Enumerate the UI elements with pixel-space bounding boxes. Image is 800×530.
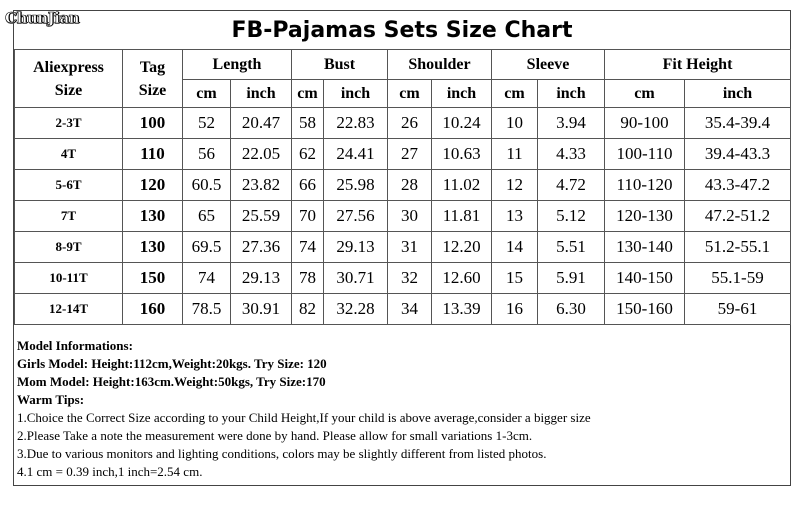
measure-cell: 12.60: [432, 263, 492, 294]
measure-cell: 24.41: [324, 139, 388, 170]
table-row: [15, 170, 791, 201]
measure-cell: 12.20: [432, 232, 492, 263]
measure-cell: 100-110: [605, 139, 685, 170]
measure-cell: 22.05: [231, 139, 292, 170]
measure-cell: 120-130: [605, 201, 685, 232]
table-row: [15, 201, 791, 232]
measure-cell: 74: [292, 232, 324, 263]
notes-section: [14, 337, 790, 481]
measure-cell: 10.24: [432, 108, 492, 139]
measure-cell: 30.71: [324, 263, 388, 294]
unit-header: cm: [183, 80, 231, 108]
unit-header: inch: [324, 80, 388, 108]
measure-cell: 32.28: [324, 294, 388, 325]
measure-cell: 14: [492, 232, 538, 263]
size-table: [14, 49, 791, 325]
measure-cell: 11.81: [432, 201, 492, 232]
measure-cell: 20.47: [231, 108, 292, 139]
tag-cell: 160: [123, 294, 183, 325]
measure-cell: 51.2-55.1: [685, 232, 791, 263]
measure-cell: 62: [292, 139, 324, 170]
size-cell: 10-11T: [15, 263, 123, 294]
measure-cell: 43.3-47.2: [685, 170, 791, 201]
measure-cell: 52: [183, 108, 231, 139]
measure-cell: 140-150: [605, 263, 685, 294]
header-tag-size-line1: Tag: [139, 58, 166, 76]
size-table-body: [15, 108, 791, 325]
tag-cell: 150: [123, 263, 183, 294]
measure-cell: 23.82: [231, 170, 292, 201]
measure-cell: 32: [388, 263, 432, 294]
measure-cell: 90-100: [605, 108, 685, 139]
header-aliexpress-size-line2: Size: [54, 81, 83, 99]
measure-cell: 29.13: [231, 263, 292, 294]
tip-item: 4.1 cm = 0.39 inch,1 inch=2.54 cm.: [17, 464, 203, 479]
measure-cell: 3.94: [538, 108, 605, 139]
tag-cell: 110: [123, 139, 183, 170]
size-cell: 12-14T: [15, 294, 123, 325]
measure-cell: 110-120: [605, 170, 685, 201]
unit-header: inch: [538, 80, 605, 108]
header-shoulder: Shoulder: [388, 50, 492, 80]
measure-cell: 78.5: [183, 294, 231, 325]
header-bust: Bust: [292, 50, 388, 80]
measure-cell: 22.83: [324, 108, 388, 139]
mom-model-info: Mom Model: Height:163cm.Weight:50kgs, Try Size:170: [17, 374, 326, 389]
measure-cell: 66: [292, 170, 324, 201]
measure-cell: 27.56: [324, 201, 388, 232]
size-cell: 7T: [15, 201, 123, 232]
measure-cell: 11: [492, 139, 538, 170]
measure-cell: 74: [183, 263, 231, 294]
measure-cell: 27: [388, 139, 432, 170]
unit-header: cm: [292, 80, 324, 108]
tip-item: 1.Choice the Correct Size according to your Child Height,If your child is above average,consider a bigger size: [17, 410, 591, 425]
unit-header: inch: [432, 80, 492, 108]
brand-logo: ChunJian: [5, 9, 80, 27]
measure-cell: 10.63: [432, 139, 492, 170]
tag-cell: 120: [123, 170, 183, 201]
measure-cell: 59-61: [685, 294, 791, 325]
measure-cell: 55.1-59: [685, 263, 791, 294]
tip-item: 3.Due to various monitors and lighting conditions, colors may be slightly different from listed photos.: [17, 446, 547, 461]
table-row: [15, 263, 791, 294]
measure-cell: 47.2-51.2: [685, 201, 791, 232]
unit-header: inch: [685, 80, 791, 108]
measure-cell: 15: [492, 263, 538, 294]
measure-cell: 70: [292, 201, 324, 232]
size-cell: 8-9T: [15, 232, 123, 263]
measure-cell: 4.72: [538, 170, 605, 201]
measure-cell: 16: [492, 294, 538, 325]
measure-cell: 10: [492, 108, 538, 139]
measure-cell: 28: [388, 170, 432, 201]
unit-header: cm: [388, 80, 432, 108]
header-tag-size: [123, 50, 183, 108]
measure-cell: 65: [183, 201, 231, 232]
table-row: [15, 232, 791, 263]
size-cell: 2-3T: [15, 108, 123, 139]
measure-cell: 6.30: [538, 294, 605, 325]
measure-cell: 25.98: [324, 170, 388, 201]
tag-cell: 100: [123, 108, 183, 139]
measure-cell: 27.36: [231, 232, 292, 263]
girls-model-info: Girls Model: Height:112cm,Weight:20kgs. Try Size: 120: [17, 356, 327, 371]
measure-cell: 58: [292, 108, 324, 139]
measure-cell: 34: [388, 294, 432, 325]
measure-cell: 26: [388, 108, 432, 139]
header-sleeve: Sleeve: [492, 50, 605, 80]
header-aliexpress-size-line1: Aliexpress: [33, 58, 104, 76]
unit-header: cm: [605, 80, 685, 108]
measure-cell: 39.4-43.3: [685, 139, 791, 170]
measure-cell: 69.5: [183, 232, 231, 263]
measure-cell: 30: [388, 201, 432, 232]
size-cell: 5-6T: [15, 170, 123, 201]
measure-cell: 13.39: [432, 294, 492, 325]
model-info-heading: Model Informations:: [17, 338, 133, 353]
measure-cell: 12: [492, 170, 538, 201]
measure-cell: 25.59: [231, 201, 292, 232]
measure-cell: 5.51: [538, 232, 605, 263]
table-row: [15, 139, 791, 170]
measure-cell: 29.13: [324, 232, 388, 263]
chart-title: FB-Pajamas Sets Size Chart: [231, 18, 573, 43]
measure-cell: 5.12: [538, 201, 605, 232]
unit-header: cm: [492, 80, 538, 108]
unit-header: inch: [231, 80, 292, 108]
measure-cell: 82: [292, 294, 324, 325]
size-chart-frame: [13, 10, 791, 486]
tip-item: 2.Please Take a note the measurement were done by hand. Please allow for small variations 1-3cm.: [17, 428, 533, 443]
measure-cell: 78: [292, 263, 324, 294]
header-aliexpress-size: [15, 50, 123, 108]
header-fit-height: Fit Height: [605, 50, 791, 80]
measure-cell: 5.91: [538, 263, 605, 294]
measure-cell: 11.02: [432, 170, 492, 201]
measure-cell: 31: [388, 232, 432, 263]
measure-cell: 60.5: [183, 170, 231, 201]
tag-cell: 130: [123, 232, 183, 263]
header-length: Length: [183, 50, 292, 80]
header-tag-size-line2: Size: [138, 81, 167, 99]
table-row: [15, 108, 791, 139]
warm-tips-heading: Warm Tips:: [17, 392, 85, 407]
measure-cell: 150-160: [605, 294, 685, 325]
measure-cell: 130-140: [605, 232, 685, 263]
measure-cell: 56: [183, 139, 231, 170]
table-row: [15, 294, 791, 325]
measure-cell: 13: [492, 201, 538, 232]
measure-cell: 35.4-39.4: [685, 108, 791, 139]
measure-cell: 4.33: [538, 139, 605, 170]
size-cell: 4T: [15, 139, 123, 170]
measure-cell: 30.91: [231, 294, 292, 325]
tag-cell: 130: [123, 201, 183, 232]
